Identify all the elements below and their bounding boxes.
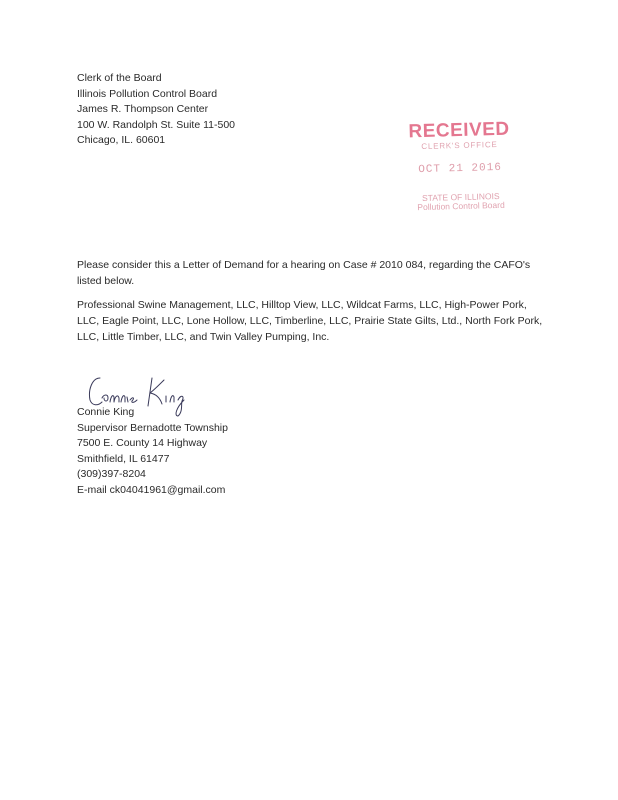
addressee-line: Illinois Pollution Control Board	[77, 87, 218, 100]
addressee-line: 100 W. Randolph St. Suite 11-500	[77, 118, 235, 131]
stamp-office: CLERK'S OFFICE	[421, 140, 498, 152]
addressee-line: Clerk of the Board	[77, 72, 162, 84]
addressee-block	[77, 71, 235, 149]
addressee-line: Chicago, IL. 60601	[77, 134, 166, 146]
letter-paragraph-demand: Please consider this a Letter of Demand for a hearing on Case # 2010 084, regarding the CAFO's listed below.	[77, 259, 531, 287]
signer-email: E-mail ck04041961@gmail.com	[77, 483, 226, 496]
signer-street: 7500 E. County 14 Highway	[77, 437, 208, 449]
signer-city: Smithfield, IL 61477	[77, 452, 170, 465]
signer-name: Connie King	[77, 406, 135, 418]
received-stamp	[397, 119, 523, 212]
signature-block	[77, 405, 228, 498]
stamp-state: STATE OF ILLINOIS	[421, 190, 500, 204]
stamp-date: OCT 21 2016	[418, 161, 503, 177]
addressee-line: James R. Thompson Center	[77, 103, 209, 115]
stamp-board: Pollution Control Board	[417, 199, 505, 213]
signer-phone: (309)397-8204	[77, 468, 146, 480]
signer-title: Supervisor Bernadotte Township	[77, 421, 228, 434]
stamp-received: RECEIVED	[408, 118, 510, 143]
letter-paragraph-cafo-list: Professional Swine Management, LLC, Hilltop View, LLC, Wildcat Farms, LLC, High-Power Pork, LLC, Eagle Point, LLC, Lone Hollow, LLC, Timberline, LLC, Prairie State Gilts, Ltd., North Fork Pork, LLC, Little Timber, LLC, and Twin Valley Pumping, Inc.	[77, 299, 543, 343]
